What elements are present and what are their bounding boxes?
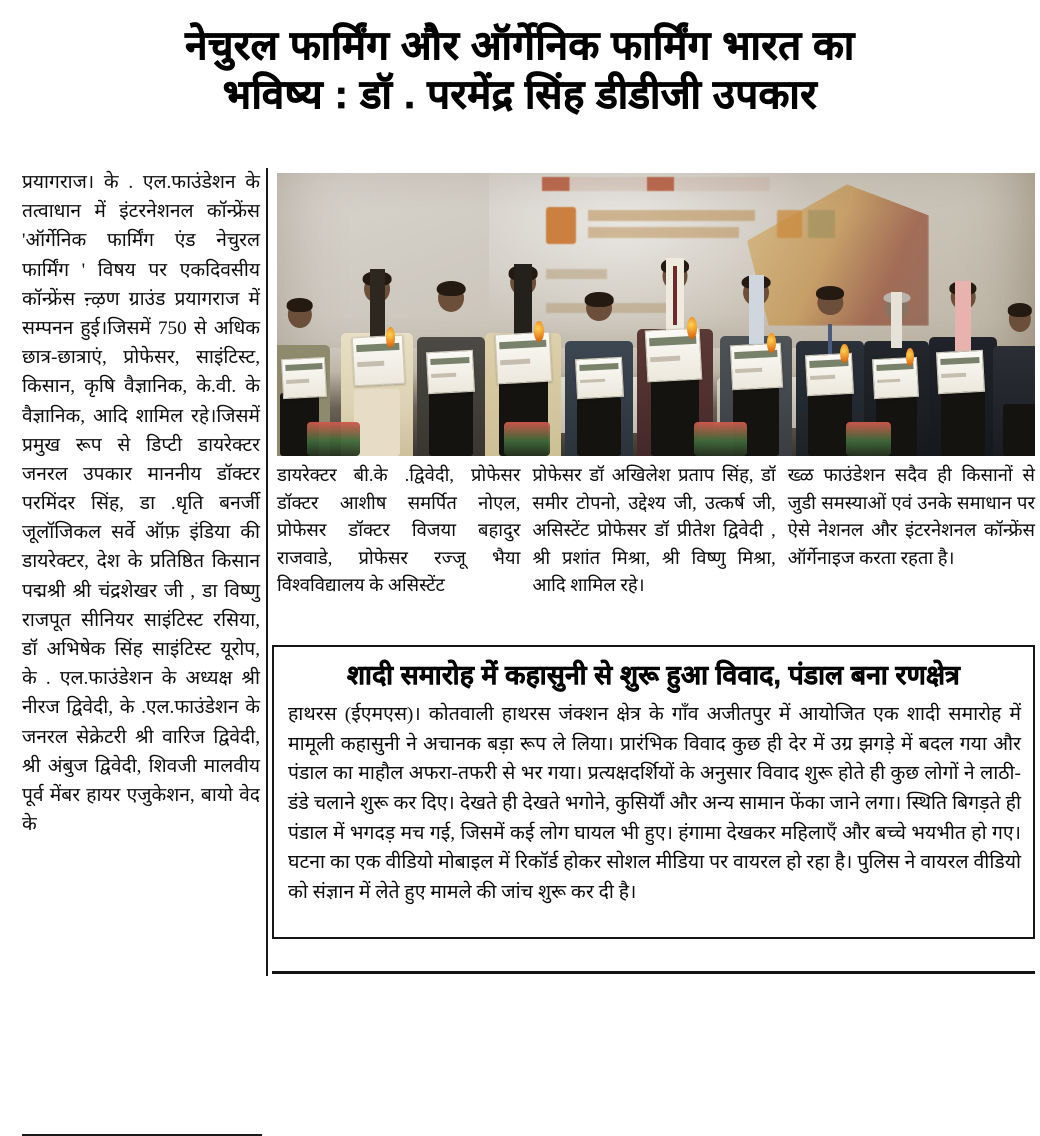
flower-arrangement-3	[694, 422, 747, 456]
column-divider	[266, 168, 268, 976]
event-photo-image	[277, 173, 1035, 456]
main-article-body-text: प्रयागराज। के . एल.फाउंडेशन के तत्वाधान में इंटरनेशनल कॉन्फ्रेंस 'ऑर्गेनिक फार्मिंग एंड नेचुरल फार्मिंग ' विषय पर एकदिवसीय कॉन्फ्रेंस ऩ्ऴण ग्राउंड प्रयागराज में सम्पनन हुई।जिसमें 750 से अधिक छात्र-छात्राएं, प्रोफेसर, साइंटिस्ट, किसान, कृषि वैज्ञानिक, के.वी. के वैज्ञानिक, आदि शामिल रहे।जिसमें प्रमुख रूप से डिप्टी डायरेक्टर जनरल उपकार माननीय डॉक्टर परमिंदर सिंह, डा .धृति बनर्जी जूलॉजिकल सर्वे ऑफ़ इंडिया की डायरेक्टर, देश के प्रतिष्ठित किसान पद्मश्री श्री चंद्रशेखर जी , डा विष्णु राजपूत सीनियर साइंटिस्ट रसिया, डॉ अभिषेक सिंह साइंटिस्ट यूरोप, के . एल.फाउंडेशन के अध्यक्ष श्री नीरज द्विवेदी, के .एल.फाउंडेशन के जनरल सेक्रेटरी श्री वारिज द्विवेदी, श्री अंबुज द्विवेदी, शिवजी मालवीय पूर्व मेंबर हायर एजुकेशन, बायो वेद के	[22, 172, 260, 836]
caption-text-3: ख्ळ फाउंडेशन सदैव ही किसानों से जुडी समस्याओं एवं उनके समाधान पर ऐसे नेशनल और इंटरनेशनल कॉन्फ्रेंस ऑर्गेनाइज करता रहता है।	[787, 465, 1035, 568]
caption-text-2: प्रोफेसर डॉ अखिलेश प्रताप सिंह, डॉ समीर टोपनो, उद्देश्य जी, उत्कर्ष जी, असिस्टेंट प्रोफेसर डॉ प्रीतेश द्विवेदी , श्री प्रशांत मिश्रा, श्री विष्णु मिश्रा, आदि शामिल रहे।	[532, 465, 776, 596]
page-bottom-rule	[272, 971, 1035, 974]
caption-column-3	[788, 462, 1035, 638]
caption-text-1: डायरेक्टर बी.के .द्विवेदी, प्रोफेसर डॉक्टर आशीष समर्पित नोएल, प्रोफेसर डॉक्टर विजया बहादुर राजवाडे, प्रोफेसर रज्जू भैया विश्वविद्यालय के असिस्टेंट	[277, 465, 521, 596]
caption-column-1	[277, 462, 532, 638]
photo-caption-row	[277, 462, 1035, 638]
person-3	[417, 281, 485, 456]
person-11	[993, 303, 1035, 456]
main-article-body-column	[22, 168, 260, 839]
headline-line-2: भविष्य : डॉ . परमेंद्र सिंह डीडीजी उपकार	[222, 72, 818, 117]
caption-column-2	[532, 462, 787, 638]
person-5	[565, 292, 633, 456]
secondary-article-headline: शादी समारोह में कहासुनी से शुरू हुआ विवाद, पंडाल बना रणक्षेत्र	[347, 660, 960, 690]
flower-arrangement-4	[846, 422, 891, 456]
page-title	[0, 0, 1040, 126]
event-photo	[277, 173, 1035, 456]
body-area	[0, 168, 1040, 977]
flower-arrangement-2	[504, 422, 549, 456]
headline-line-1: नेचुरल फार्मिंग और ऑर्गेनिक फार्मिंग भारत का	[185, 24, 855, 68]
secondary-article	[272, 645, 1035, 939]
secondary-article-body	[274, 696, 1033, 908]
secondary-article-body-text: हाथरस (ईएमएस)। कोतवाली हाथरस जंक्शन क्षेत्र के गाँव अजीतपुर में आयोजित एक शादी समारोह में मामूली कहासुनी ने अचानक बड़ा रूप ले लिया। प्रारंभिक विवाद कुछ ही देर में उग्र झगड़े में बदल गया और पंडाल का माहौल अफरा-तफरी से भर गया। प्रत्यक्षदर्शियों के अनुसार विवाद शुरू होते ही कुछ लोगों ने लाठी-डंडे चलाने शुरू कर दिए। देखते ही देखते भगोने, कुसिर्यॉं और अन्य सामान फेंका जाने लगा। स्थिति बिगड़ते ही पंडाल में भगदड़ मच गई, जिसमें कई लोग घायल भी हुए। हंगामा देखकर महिलाऍं और बच्चे भयभीत हो गए। घटना का एक वीडियो मोबाइल में रिकॉर्ड होकर सोशल मीडिया पर वायरल हो रहा है। पुलिस ने वायरल वीडियो को संज्ञान में लेते हुए मामले की जांच शुरू कर दी है।	[288, 704, 1021, 904]
person-10	[929, 281, 997, 456]
flower-arrangement-1	[307, 422, 360, 456]
